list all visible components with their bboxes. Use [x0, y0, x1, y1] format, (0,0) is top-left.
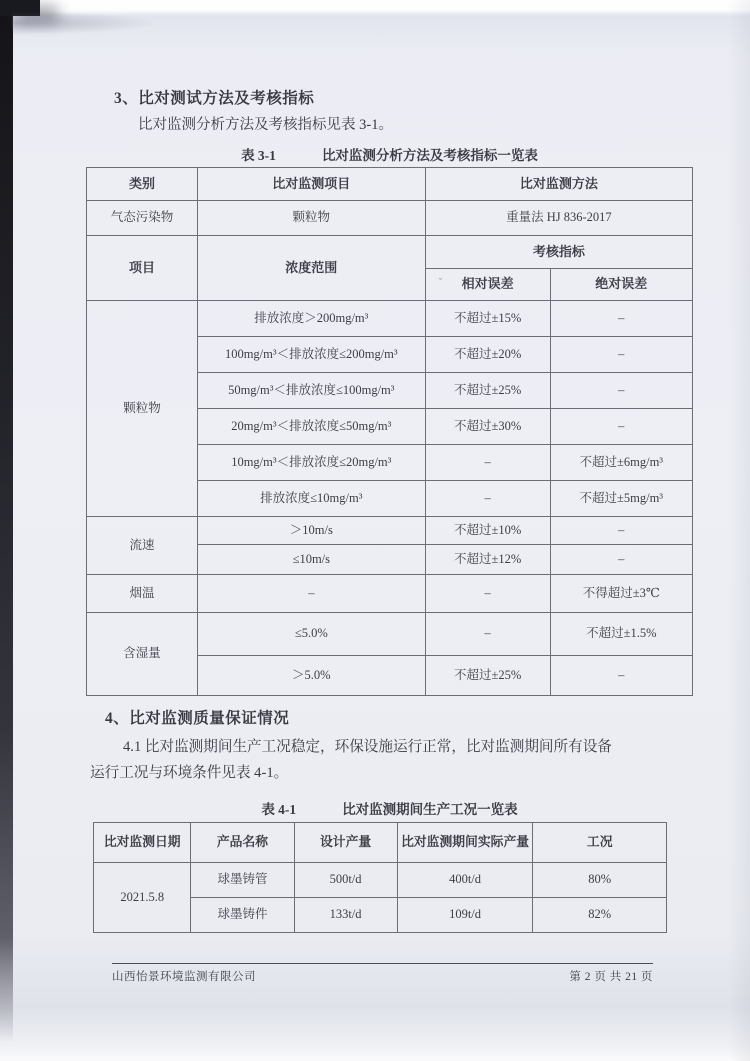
design-output-cell: 500t/d: [294, 863, 397, 898]
col-header-product: 产品名称: [191, 823, 294, 863]
method-cell: 重量法 HJ 836-2017: [425, 201, 692, 236]
absolute-error-cell: –: [550, 301, 692, 337]
table-4-1-caption-label: 表 4-1: [261, 802, 297, 817]
table-3-1: [86, 167, 693, 696]
relative-error-cell: –: [425, 575, 550, 613]
col-header-method: 比对监测方法: [425, 168, 692, 201]
temperature-label-cell: 烟温: [87, 575, 198, 613]
design-output-cell: 133t/d: [294, 898, 397, 933]
concentration-range-cell: 100mg/m³＜排放浓度≤200mg/m³: [197, 337, 425, 373]
velocity-label-cell: 流速: [87, 517, 198, 575]
concentration-range-cell: 排放浓度＞200mg/m³: [197, 301, 425, 337]
monitoring-date-cell: 2021.5.8: [94, 863, 191, 933]
table-3-1-caption: [86, 144, 693, 164]
subheader-project: 项目: [87, 236, 198, 301]
absolute-error-cell: –: [550, 517, 692, 545]
subheader-absolute-error: 绝对误差: [550, 269, 692, 301]
table-4-1: [93, 822, 667, 933]
page-content: [86, 86, 693, 933]
absolute-error-cell: –: [550, 373, 692, 409]
relative-error-cell: 不超过±25%: [425, 656, 550, 696]
absolute-error-cell: 不超过±6mg/m³: [550, 445, 692, 481]
absolute-error-cell: 不得超过±3℃: [550, 575, 692, 613]
concentration-range-cell: 50mg/m³＜排放浓度≤100mg/m³: [197, 373, 425, 409]
subheader-range: 浓度范围: [197, 236, 425, 301]
humidity-range-cell: ＞5.0%: [197, 656, 425, 696]
table-3-1-caption-title: 比对监测分析方法及考核指标一览表: [321, 148, 538, 163]
absolute-error-cell: –: [550, 545, 692, 575]
relative-error-cell: 不超过±20%: [425, 337, 550, 373]
relative-error-cell: 不超过±10%: [425, 517, 550, 545]
load-cell: 80%: [533, 863, 667, 898]
table-3-1-caption-label: 表 3-1: [241, 148, 276, 163]
table-4-1-caption: [86, 798, 693, 818]
page-footer: [112, 963, 653, 984]
product-cell: 球墨铸管: [191, 863, 294, 898]
absolute-error-cell: 不超过±5mg/m³: [550, 481, 692, 517]
relative-error-cell: –: [425, 445, 550, 481]
load-cell: 82%: [533, 898, 667, 933]
actual-output-cell: 400t/d: [397, 863, 533, 898]
relative-error-cell: –: [425, 481, 550, 517]
relative-error-cell: –: [425, 613, 550, 656]
footer-page-number: 第 2 页 共 21 页: [569, 971, 653, 983]
product-cell: 球墨铸件: [191, 898, 294, 933]
temperature-range-cell: –: [197, 575, 425, 613]
col-header-item: 比对监测项目: [197, 168, 425, 201]
paragraph-line-2: 运行工况与环境条件见表 4-1。: [90, 765, 289, 781]
paragraph-line-1: 4.1 比对监测期间生产工况稳定，环保设施运行正常，比对监测期间所有设备: [123, 739, 612, 755]
humidity-range-cell: ≤5.0%: [197, 613, 425, 656]
particulate-label-cell: 颗粒物: [87, 301, 198, 517]
actual-output-cell: 109t/d: [397, 898, 533, 933]
absolute-error-cell: –: [550, 409, 692, 445]
absolute-error-cell: –: [550, 656, 692, 696]
table-4-1-caption-title: 比对监测期间生产工况一览表: [342, 802, 518, 817]
relative-error-cell: 不超过±15%: [425, 301, 550, 337]
velocity-range-cell: ＞10m/s: [197, 517, 425, 545]
col-header-date: 比对监测日期: [94, 823, 191, 863]
col-header-design-output: 设计产量: [294, 823, 397, 863]
scan-top-smear: [12, 12, 152, 34]
subheader-assess: 考核指标: [425, 236, 692, 269]
relative-error-cell: 不超过±25%: [425, 373, 550, 409]
item-cell: 颗粒物: [197, 201, 425, 236]
scan-tick-artifact: ˇ: [438, 277, 443, 288]
footer-company-name: 山西怡景环境监测有限公司: [112, 971, 256, 983]
section-4-heading: 4、比对监测质量保证情况: [105, 710, 290, 727]
relative-error-cell: 不超过±12%: [425, 545, 550, 575]
subheader-relative-error: ˇ 相对误差: [425, 269, 550, 301]
section-3-heading: 3、比对测试方法及考核指标: [114, 90, 315, 107]
section-4-paragraph: [90, 734, 693, 786]
category-cell: 气态污染物: [87, 201, 198, 236]
absolute-error-cell: 不超过±1.5%: [550, 613, 692, 656]
relative-error-cell: 不超过±30%: [425, 409, 550, 445]
section-3-intro: 比对监测分析方法及考核指标见表 3-1。: [138, 117, 393, 133]
col-header-category: 类别: [87, 168, 198, 201]
concentration-range-cell: 10mg/m³＜排放浓度≤20mg/m³: [197, 445, 425, 481]
concentration-range-cell: 20mg/m³＜排放浓度≤50mg/m³: [197, 409, 425, 445]
humidity-label-cell: 含湿量: [87, 613, 198, 696]
col-header-actual-output: 比对监测期间实际产量: [397, 823, 533, 863]
absolute-error-cell: –: [550, 337, 692, 373]
velocity-range-cell: ≤10m/s: [197, 545, 425, 575]
concentration-range-cell: 排放浓度≤10mg/m³: [197, 481, 425, 517]
col-header-load: 工况: [533, 823, 667, 863]
scan-edge-shadow: [0, 0, 13, 1042]
